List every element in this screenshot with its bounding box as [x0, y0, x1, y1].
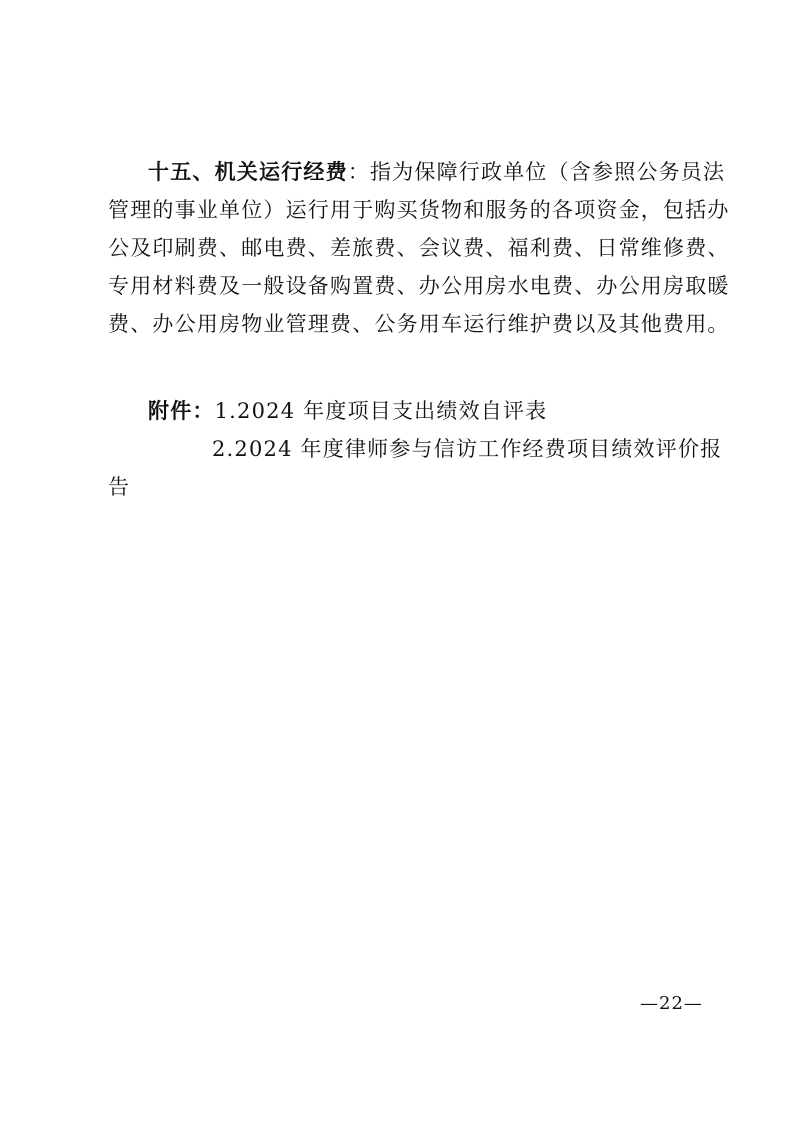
- attachment-item-2: 2.2024 年度律师参与信访工作经费项目绩效评价报: [212, 437, 723, 461]
- paragraph-line: 专用材料费及一般设备购置费、办公用房水电费、办公用房取暖: [108, 274, 730, 298]
- paragraph-line: 公及印刷费、邮电费、差旅费、会议费、福利费、日常维修费、: [108, 236, 730, 260]
- paragraph-first-line: [108, 153, 726, 191]
- page-number: —22—: [640, 993, 703, 1014]
- paragraph-fifteen: [108, 153, 730, 343]
- attachments-block: [108, 392, 723, 506]
- attachment-item-1: 1.2024 年度项目支出绩效自评表: [214, 399, 548, 423]
- paragraph-text: ：指为保障行政单位（含参照公务员法: [347, 160, 726, 184]
- attachment-item-2-continuation: 告: [108, 475, 131, 499]
- attachments-label: 附件：: [148, 398, 215, 423]
- paragraph-line: 费、办公用房物业管理费、公务用车运行维护费以及其他费用。: [108, 312, 730, 336]
- paragraph-line: 管理的事业单位）运行用于购买货物和服务的各项资金，包括办: [108, 198, 730, 222]
- section-heading: 十五、机关运行经费: [148, 159, 348, 184]
- attachment-line-1: [108, 392, 698, 430]
